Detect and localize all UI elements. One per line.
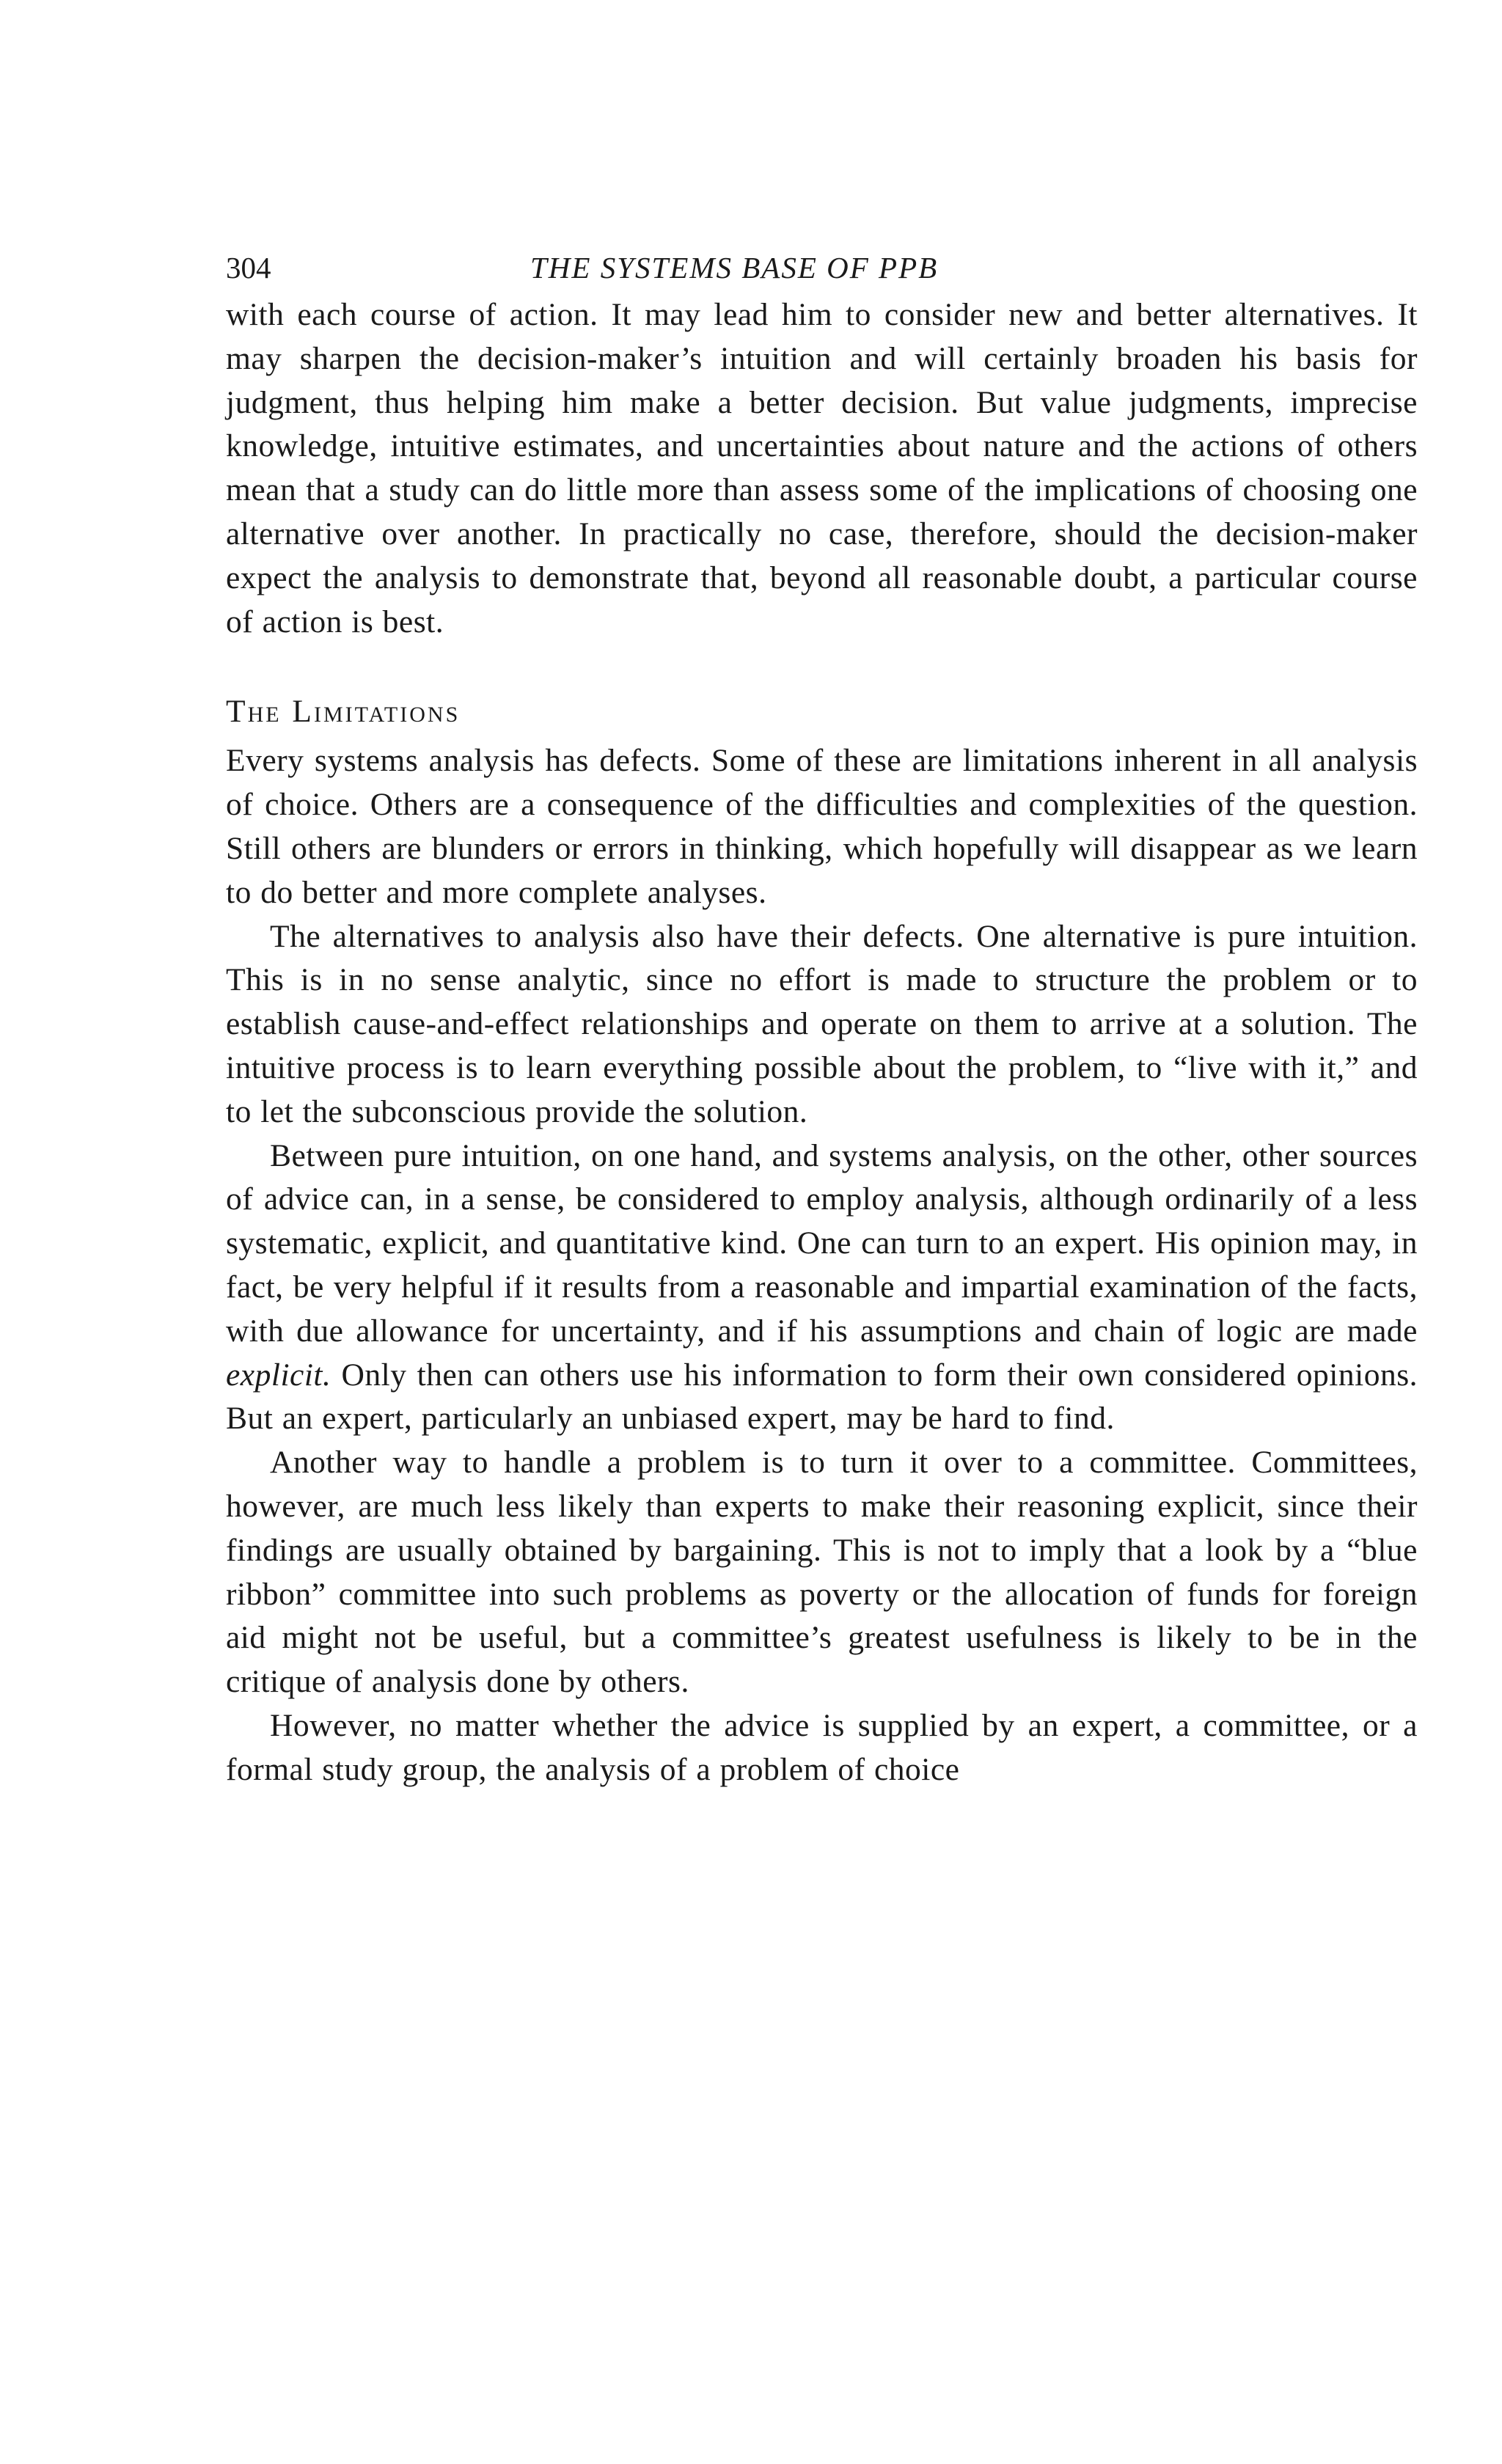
paragraph-expert-text-continued: Only then can others use his information to form their own considered opinions. But an expert, particularly an unbiased expert, may be hard to find.: [226, 1357, 1418, 1437]
body-text: [226, 293, 1418, 1792]
section-heading: The Limitations: [226, 694, 461, 730]
page-number: 304: [226, 251, 271, 285]
opening-paragraph: with each course of action. It may lead him to consider new and better alternatives. It may sharpen the decision-maker’s intuition and will certainly broaden his basis for judgment, thus helping him make a better decision. But value judgments, imprecise knowledge, intuitive estimates, and uncertainties about nature and the actions of others mean that a study can do little more than assess some of the implications of choosing one alternative over another. In practically no case, therefore, should the decision-maker expect the analysis to demonstrate that, beyond all reasonable doubt, a particular course of action is best.: [226, 297, 1418, 639]
paragraph-however: However, no matter whether the advice is supplied by an expert, a committee, or a formal study group, the analysis of a problem of choice: [226, 1707, 1418, 1787]
book-page: [226, 242, 1418, 1792]
paragraph-defects: Every systems analysis has defects. Some of these are limitations inherent in all analysis of choice. Others are a consequence of the difficulties and complexities of the question. Still others are blunders or errors in thinking, which hopefully will disappear as we learn to do better and more complete analyses.: [226, 743, 1418, 910]
paragraph-alternatives: The alternatives to analysis also have their defects. One alternative is pure intuition. This is in no sense analytic, since no effort is made to structure the problem or to establish cause-and-effect relationships and operate on them to arrive at a solution. The intuitive process is to learn everything possible about the problem, to “live with it,” and to let the subconscious provide the solution.: [226, 918, 1418, 1129]
paragraph-committee: Another way to handle a problem is to turn it over to a committee. Committees, however, are much less likely than experts to make their reasoning explicit, since their findings are usually obtained by bargaining. This is not to imply that a look by a “blue ribbon” committee into such problems as poverty or the allocation of funds for foreign aid might not be useful, but a committee’s greatest usefulness is likely to be in the critique of analysis done by others.: [226, 1445, 1418, 1700]
emphasis-explicit: explicit.: [226, 1357, 331, 1393]
paragraph-expert: [226, 1134, 1418, 1442]
running-head: [226, 242, 1418, 293]
running-title: THE SYSTEMS BASE OF PPB: [530, 251, 939, 285]
paragraph-expert-text: Between pure intuition, on one hand, and systems analysis, on the other, other sources of advice can, in a sense, be considered to employ analysis, although ordinarily of a less systematic, explicit, and quantitative kind. One can turn to an expert. His opinion may, in fact, be very helpful if it results from a reasonable and impartial examination of the facts, with due allowance for uncertainty, and if his assumptions and chain of logic are made: [226, 1137, 1418, 1349]
